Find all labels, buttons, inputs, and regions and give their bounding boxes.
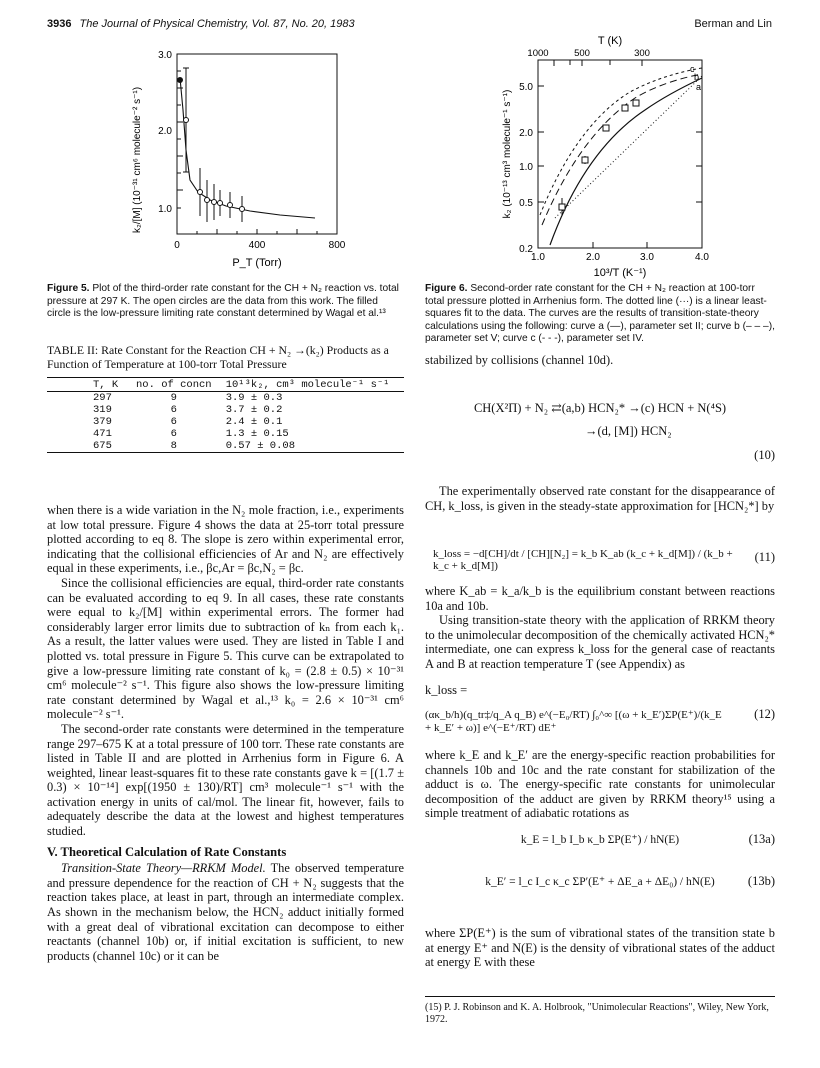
equation-12-lhs: k_loss = [425,683,468,697]
table-cell: 1.3 ± 0.15 [225,428,289,440]
paragraph-body: The observed temperature and pressure dependence for the reaction of CH + N₂ suggests that the reaction takes place, at least in part, through an intermediate complex. As shown in the mechanism below, the HCN₂ adduct initially formed with a great deal of vibrational excitation can decompose to either reactants (channel 10b) or, if initial excitation is sufficient, to new products (channel 10c) or it can be [47,861,404,963]
fig6-ylabel: k₂ (10⁻¹³ cm³ molecule⁻¹ s⁻¹) [502,89,513,219]
equation-13a-body: k_E = l_b I_b κ_b ΣP(E⁺) / hN(E) [520,834,680,846]
fig6-ytick-5.0: 5.0 [519,82,533,93]
fig5-ytick-1: 1.0 [158,204,172,215]
table-cell: 675 [93,440,112,452]
fig6-ytick-1.0: 1.0 [519,162,533,173]
equation-13a [425,824,775,858]
fig6-label-b: b [694,72,700,82]
table-2-title: TABLE II: Rate Constant for the Reaction CH + N₂ →(k₂) Products as a Function of Temperature at 100-torr Total Pressure [47,343,389,371]
equation-12-body: (ακ_b/h)(q_tr‡/q_A q_B) e^(−E₀/RT) ∫₀^∞ [(ω + k_E′)ΣP(E⁺)/(k_E + k_E′ + ω)] e^(−E⁺/RT) dE⁺ [425,709,722,734]
paragraph: where K_ab = k_a/k_b is the equilibrium constant between reactions 10a and 10b. [425,584,775,613]
paragraph-lead: Transition-State Theory—RRKM Model. [61,861,266,876]
paragraph: Using transition-state theory with the application of RRKM theory to the unimolecular decomposition of the chemically activated HCN₂* intermediate, one can express k_loss for the general case of reactants A and B at reaction temperature T (see Appendix) as [425,613,775,671]
fig6-point [582,157,588,163]
right-column-text-2 [425,484,775,513]
table-row [47,428,404,440]
equation-12-number: (12) [754,707,775,721]
fig6-point [633,100,639,106]
table-cell: 8 [170,440,177,452]
table-cell: 471 [93,428,112,440]
fig6-label-a: a [696,82,702,92]
figure-5-plot [80,40,370,280]
footnote-rule [425,996,775,997]
figure-6-plot [470,30,720,282]
fig6-top-axis-label: T (K) [597,35,623,47]
equation-13b-body: k_E′ = l_c I_c κ_c ΣP′(E⁺ + ΔE_a + ΔE₀) / hN(E) [485,876,715,888]
table-row [47,392,404,405]
fig5-point [240,207,245,212]
fig5-point [184,118,189,123]
equation-10-line-2: →(d, [M]) HCN₂ [585,424,672,438]
equation-11-body: k_loss = −d[CH]/dt / [CH][N₂] = k_b K_ab (k_c + k_d[M]) / (k_b + k_c + k_d[M]) [433,548,733,572]
fig6-ytick-0.5: 0.5 [519,198,533,209]
fig6-top-tick-1000: 1000 [527,48,549,59]
table-2 [47,343,404,453]
fig5-point [228,203,233,208]
fig6-xtick-1.0: 1.0 [531,252,545,263]
fig5-point [198,190,203,195]
right-column-text-3 [425,584,775,672]
right-column-text [425,353,775,368]
table-cell: 297 [93,392,112,404]
fig5-ylabel: k₂/[M] (10⁻³¹ cm⁶ molecule⁻² s⁻¹) [132,86,143,234]
table-cell: 2.4 ± 0.1 [225,416,283,428]
table-row [47,416,404,428]
equation-10-number: (10) [754,448,775,462]
table-cell: 0.57 ± 0.08 [225,440,296,452]
figure-5-caption [47,283,404,321]
fig5-ytick-3: 3.0 [158,50,172,61]
table-2-header-t: T, K [93,378,119,391]
table-row [47,404,404,416]
equation-13a-number: (13a) [748,832,775,846]
paragraph: where k_E and k_E′ are the energy-specific reaction probabilities for channels 10b and 10c and the rate constant for stabilization of the adduct is ω. The energy-specific rate constants for unimolecular decomposition of the adduct are given by RRKM theory¹⁵ using a simple treatment of adiabatic rotations as [425,748,775,821]
fig6-point [622,105,628,111]
fig6-label-c: c [690,64,695,74]
equation-13b [425,866,775,900]
table-cell: 6 [170,428,177,440]
equation-11-number: (11) [754,550,775,564]
figure-5-caption-text: Plot of the third-order rate constant for the CH + N₂ reaction vs. total pressure at 297 K. The open circles are the data from this work. The filled circle is the low-pressure limiting rate constant determined by Wagal et al.¹³ [47,283,399,320]
figure-5-caption-label: Figure 5. [47,283,90,294]
paragraph: stabilized by collisions (channel 10d). [425,353,614,367]
table-cell: 3.7 ± 0.2 [225,404,283,416]
fig6-point [603,125,609,131]
journal-name: The Journal of Physical Chemistry, Vol. 87, No. 20, 1983 [79,18,355,30]
table-row [47,440,404,453]
fig5-xtick-800: 800 [328,240,346,251]
paragraph: Since the collisional efficiencies are equal, third-order rate constants can be evaluated according to eq 9. In all cases, these rate constants were equal to k₂/[M] within experimental errors. The former had considerably larger error limits due to subtraction of kₙ from each k₁. As a result, the latter values were used. They are listed in Table I and plotted vs. total pressure in Figure 5. This curve can be extrapolated to give a low-pressure limiting rate constant of k₀ = (2.8 ± 0.5) × 10⁻³¹ cm⁶ molecule⁻² s⁻¹. This figure also shows the low-pressure limiting rate constant determined by Wagal et al.,¹³ k₀ = 2.6 × 10⁻³¹ cm⁶ molecule⁻² s⁻¹. [47,575,404,722]
fig6-ytick-2.0: 2.0 [519,128,533,139]
equation-10-line-1: CH(X²Π) + N₂ ⇄(a,b) HCN₂* →(c) HCN + N(⁴S) [473,401,727,415]
table-cell: 3.9 ± 0.3 [225,392,283,404]
fig6-top-tick-500: 500 [574,48,590,59]
table-cell: 6 [170,416,177,428]
running-header-authors: Berman and Lin [694,18,772,30]
paragraph: when there is a wide variation in the N₂ mole fraction, i.e., experiments at low total pressure. Figure 4 shows the data at 25-torr total pressure plotted according to eq 8. The slope is zero within experimental error, indicating that the collisional efficiencies of Ar and N₂ are effectively equal in these experiments, i.e., βc,Ar = βc,N₂ = βc. [47,503,404,576]
equation-11 [425,540,775,580]
fig5-xtick-400: 400 [248,240,266,251]
fig5-point [218,201,223,206]
fig5-point [205,198,210,203]
left-column-text [47,503,404,963]
equation-10 [425,400,775,470]
fig5-xtick-0: 0 [174,240,180,251]
figure-6-caption [425,283,775,346]
fig5-ytick-2: 2.0 [158,126,172,137]
paragraph [47,861,404,963]
table-cell: 9 [170,392,177,404]
table-cell: 379 [93,416,112,428]
table-2-header-k: 10¹³k₂, cm³ molecule⁻¹ s⁻¹ [225,379,390,391]
figure-6-caption-label: Figure 6. [425,283,468,294]
equation-13b-number: (13b) [747,874,775,888]
footnote: (15) P. J. Robinson and K. A. Holbrook, "Unimolecular Reactions", Wiley, New York, 1972. [425,1002,769,1025]
right-column-text-5 [425,926,775,970]
paragraph: The experimentally observed rate constant for the disappearance of CH, k_loss, is given in the steady-state approximation for [HCN₂*] by [425,484,775,513]
fig6-xlabel: 10³/T (K⁻¹) [593,267,647,279]
equation-12 [425,683,775,745]
fig6-point [559,204,565,210]
fig6-top-tick-300: 300 [634,48,650,59]
fig6-ytick-0.2: 0.2 [519,244,533,255]
fig6-xtick-2.0: 2.0 [586,252,600,263]
table-cell: 319 [93,404,112,416]
fig5-point [212,200,217,205]
running-header-left [47,18,355,30]
right-column-text-4 [425,748,775,821]
fig6-curve-a [550,78,702,245]
fig6-xtick-3.0: 3.0 [640,252,654,263]
paragraph: where ΣP(E⁺) is the sum of vibrational states of the transition state b at energy E⁺ and N(E) is the density of vibrational states of the adduct at energy E with these [425,926,775,970]
fig6-xtick-4.0: 4.0 [695,252,709,263]
fig5-xlabel: P_T (Torr) [232,257,282,269]
table-2-header-concn: no. of concn [135,378,212,391]
paragraph: The second-order rate constants were determined in the temperature range 297–675 K at a total pressure of 100 torr. These rate constants are listed in Table II and are plotted in Arrhenius form in Figure 6. A weighted, linear least-squares fit to these rate constants gave k = [(1.7 ± 0.3) × 10⁻¹⁴] exp[(1950 ± 130)/RT] cm³ molecule⁻¹ s⁻¹ with the activation energy in units of cal/mol. The linear fit, however, fails to adequately describe the data at the lowest and highest temperatures studied. [47,721,404,839]
page-number: 3936 [47,18,72,30]
section-heading: V. Theoretical Calculation of Rate Constants [47,844,287,859]
fig5-filled-point [177,77,183,83]
fig6-dotted-fit [555,76,702,218]
table-cell: 6 [170,404,177,416]
figure-6-caption-text: Second-order rate constant for the CH + N₂ reaction at 100-torr total pressure plotted in Arrhenius form. The dotted line (···) is a linear least-squares fit to the data. The curves are the results of transition-state-theory calculations using the following: curve a (—), parameter set II; curve b (– – –), parameter set V; curve c (- - -), parameter set IV. [425,283,775,345]
